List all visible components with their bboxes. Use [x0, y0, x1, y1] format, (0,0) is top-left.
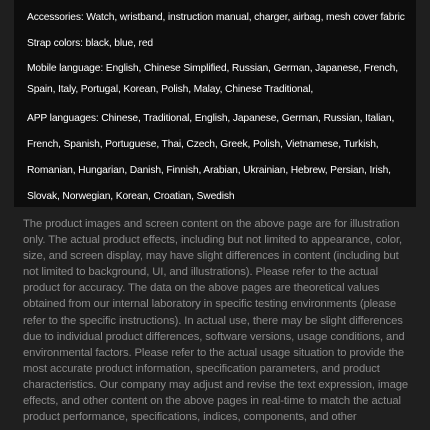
mobile-language-line-2: Spain, Italy, Portugal, Korean, Polish, Malay, Chinese Traditional,	[27, 84, 314, 95]
strap-colors-text: Strap colors: black, blue, red	[27, 38, 153, 49]
mobile-language-line-1: Mobile language: English, Chinese Simplified, Russian, German, Japanese, French,	[27, 63, 398, 74]
app-languages-line-2: French, Spanish, Portuguese, Thai, Czech, Greek, Polish, Vietnamese, Turkish,	[27, 139, 379, 150]
accessories-text: Accessories: Watch, wristband, instruction manual, charger, airbag, mesh cover fabric	[27, 12, 405, 23]
app-languages-line-1: APP languages: Chinese, Traditional, English, Japanese, German, Russian, Italian,	[27, 113, 395, 124]
spec-box	[14, 0, 416, 207]
app-languages-line-3: Romanian, Hungarian, Danish, Finnish, Arabian, Ukrainian, Hebrew, Persian, Irish,	[27, 165, 391, 176]
app-languages-line-4: Slovak, Norwegian, Korean, Croatian, Swedish	[27, 191, 235, 202]
disclaimer-text: The product images and screen content on the above page are for illustration only. The actual product effects, including but not limited to appearance, color, size, and screen display, may have slight differences in content (including but not limited to background, UI, and illustrations). Please refer to the actual product for accuracy. The data on the above pages are theoretical values obtained from our internal laboratory in specific testing environments (please refer to the specific instructions). In actual use, there may be slight differences due to individual product differences, software versions, usage conditions, and environmental factors. Please refer to the actual usage situation to provide the most accurate product information, specification parameters, and product characteristics. Our company may adjust and revise the text expression, image effects, and other content on the above pages in real-time to match the actual product performance, specifications, indices, components, and other	[23, 218, 409, 424]
